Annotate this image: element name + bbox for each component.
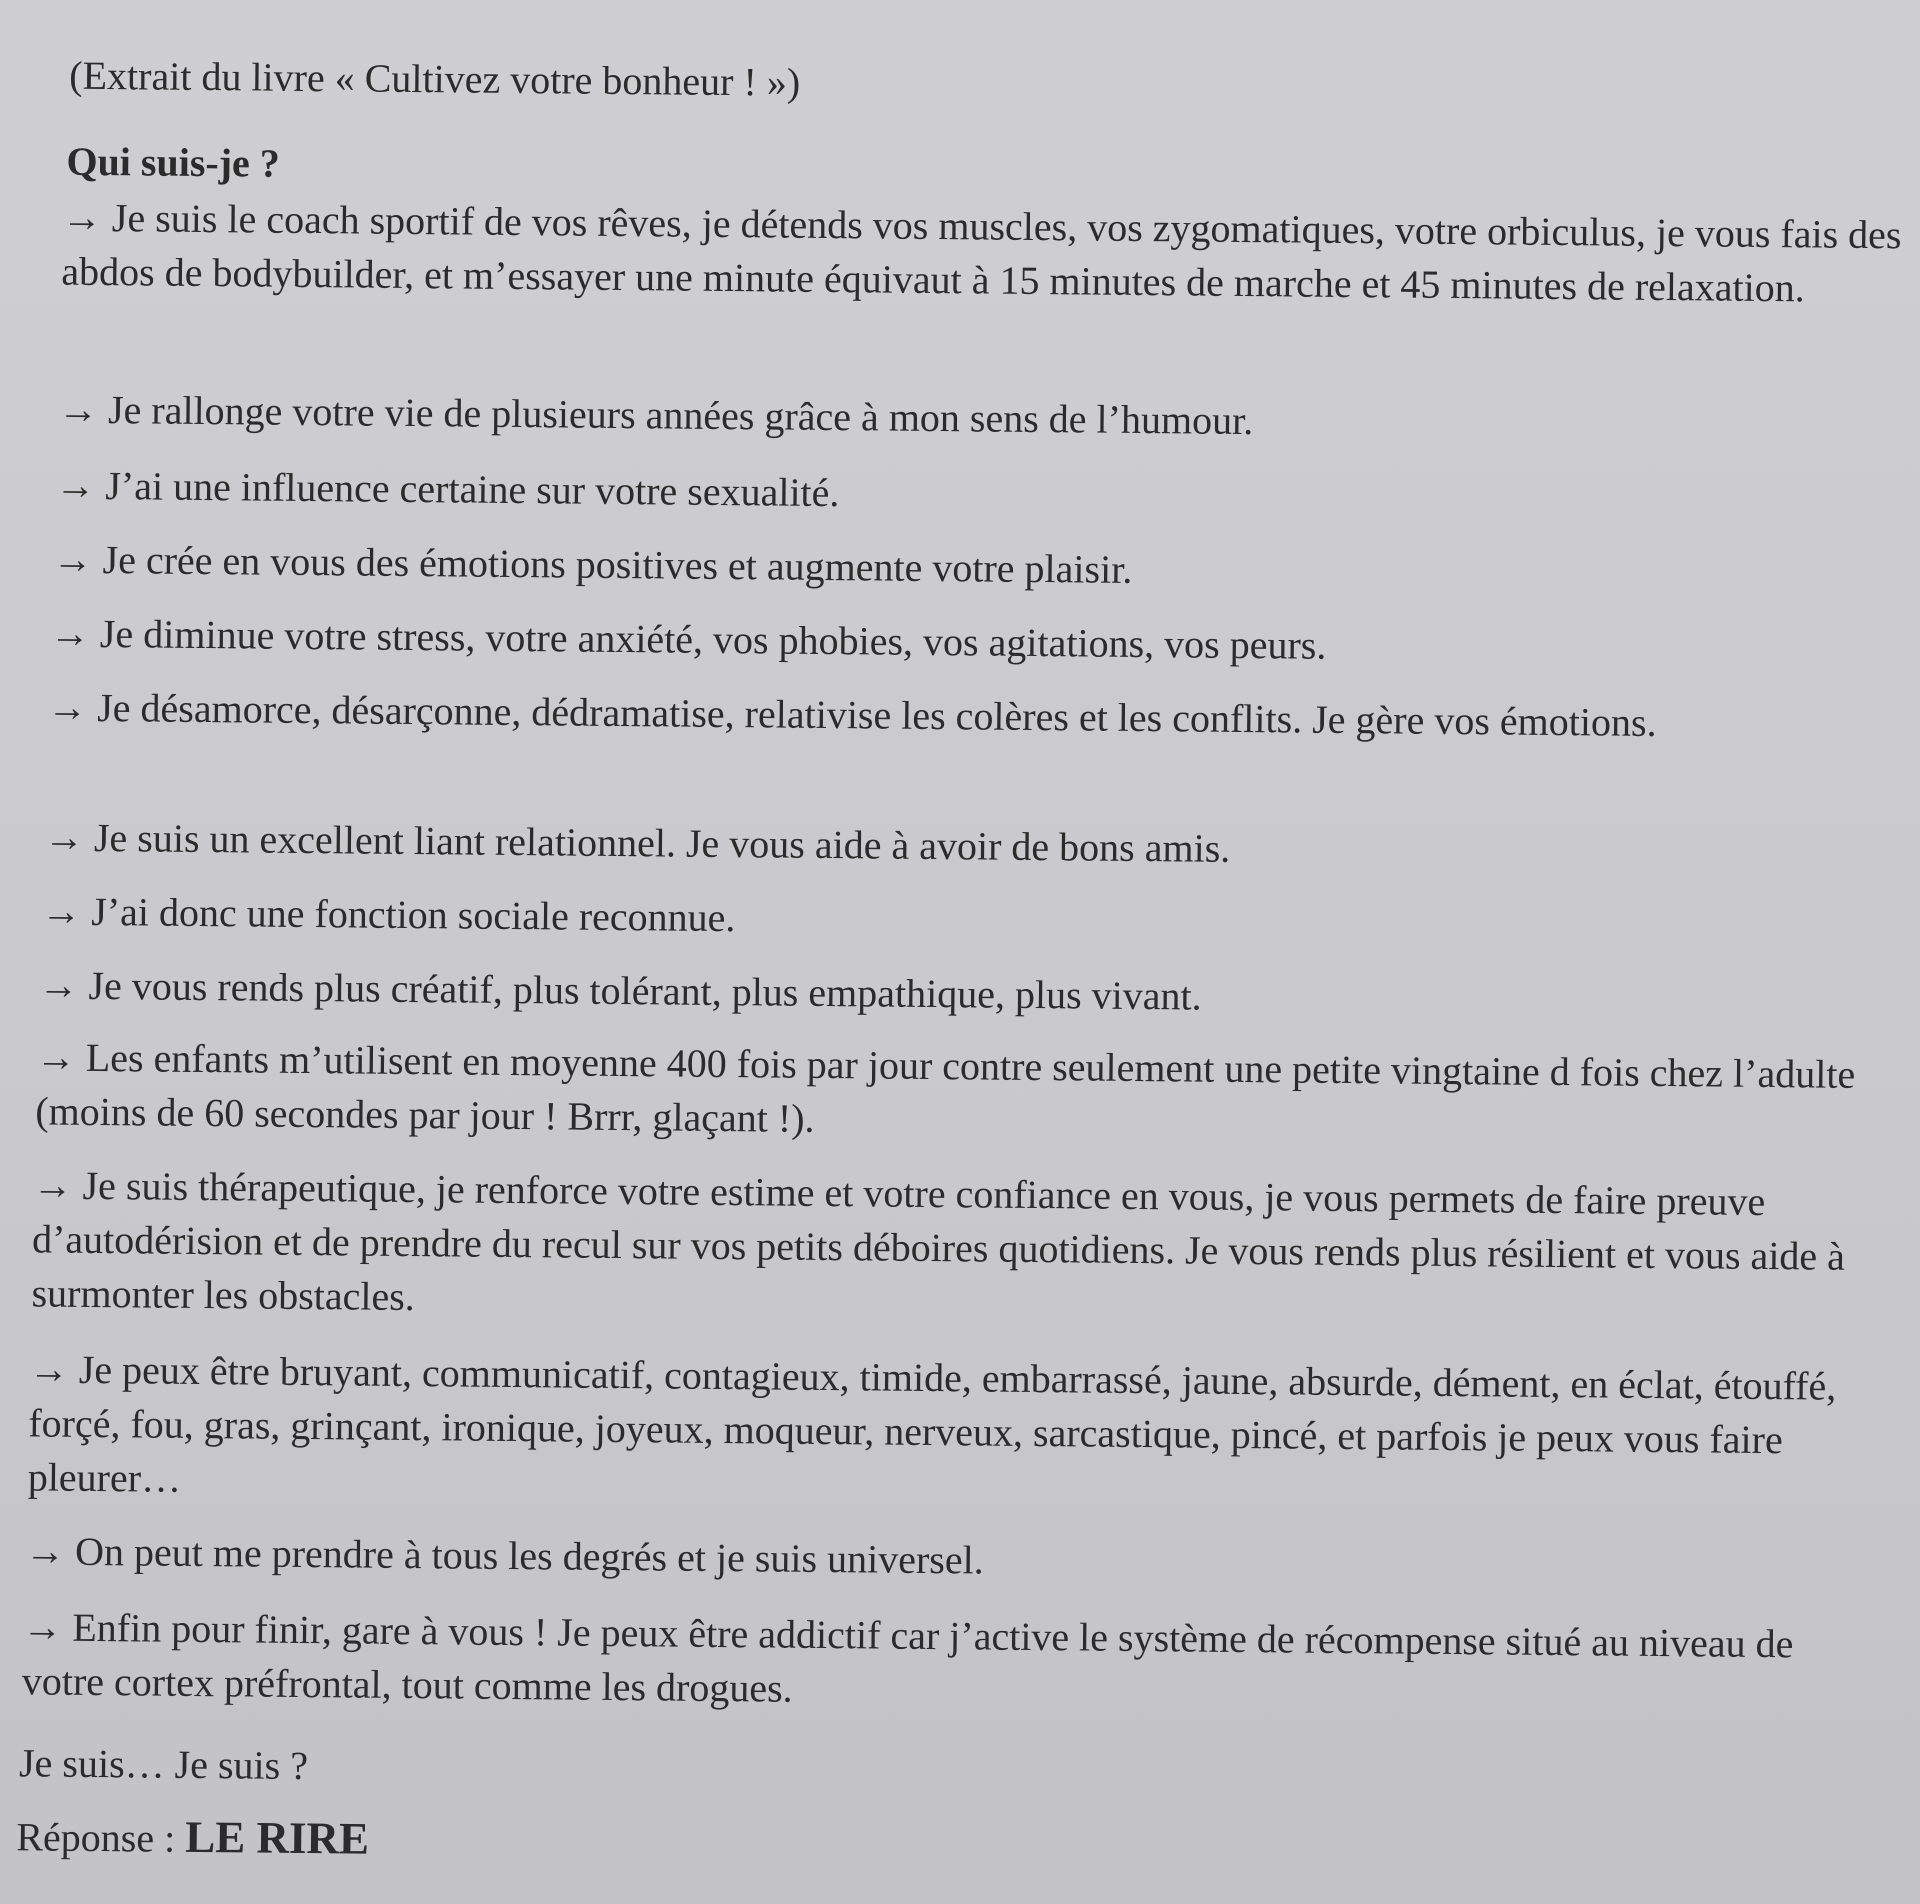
list-item-text: Je vous rends plus créatif, plus tolérant, plus empathique, plus vivant. (88, 962, 1202, 1019)
arrow-icon: → (28, 1346, 70, 1392)
list-item-text: Je rallonge votre vie de plusieurs années grâce à mon sens de l’humour. (107, 387, 1254, 444)
list-item-text: Je désamorce, désarçonne, dédramatise, relativise les colères et les conflits. Je gère vos émotions. (96, 684, 1657, 745)
arrow-icon: → (35, 1034, 77, 1080)
arrow-icon: → (52, 536, 93, 582)
list-item (35, 1030, 1916, 1156)
list-item (55, 459, 1905, 531)
list-item (28, 1342, 1909, 1522)
excerpt-note: (Extrait du livre « Cultivez votre bonheur ! ») (69, 52, 801, 105)
answer-line (16, 1808, 369, 1867)
page-title: Qui suis-je ? (66, 138, 281, 186)
question-line: Je suis… Je suis ? (18, 1740, 309, 1789)
list-item (58, 383, 1908, 455)
list-item (22, 1600, 1873, 1726)
list-item-text: Je suis le coach sportif de vos rêves, je détends vos muscles, vos zygomatiques, votre orbiculus, je vous fais des abdos de bodybuilder, et m’essayer une minute équivaut à 15 minutes de marche et 45 minutes de relaxation. (61, 195, 1912, 311)
list-item (50, 607, 1900, 679)
list-item-text: Enfin pour finir, gare à vous ! Je peux être addictif car j’active le système de récompense situé au niveau de votre cortex préfrontal, tout comme les drogues. (21, 1604, 1804, 1711)
arrow-icon: → (22, 1604, 63, 1650)
list-item-text: J’ai une influence certaine sur votre sexualité. (105, 463, 840, 516)
list-item-text: J’ai donc une fonction sociale reconnue. (91, 888, 736, 941)
arrow-icon: → (57, 386, 99, 432)
list-item-text: Je crée en vous des émotions positives et augmente votre plaisir. (102, 537, 1133, 592)
list-item-text: Je diminue votre stress, votre anxiété, vos phobies, vos agitations, vos peurs. (99, 610, 1327, 668)
list-item-text: Les enfants m’utilisent en moyenne 400 fois par jour contre seulement une petite vingtaine d fois chez l’adulte (moins de 60 secondes par jour ! Brrr, glaçant !). (35, 1034, 1866, 1141)
list-item (41, 884, 1891, 956)
answer-value: LE RIRE (185, 1811, 370, 1864)
arrow-icon: → (55, 462, 96, 508)
arrow-icon: → (49, 610, 91, 656)
list-item (25, 1524, 1875, 1596)
list-item-text: Je peux être bruyant, communicatif, contagieux, timide, embarrassé, jaune, absurde, dément, en éclat, étouffé, forçé, fou, gras, grinçant, ironique, joyeux, moqueur, nerveux, sarcastique, pincé, et parfois je peux vous faire pleurer… (27, 1346, 1847, 1501)
arrow-icon: → (32, 1162, 73, 1208)
list-item (47, 680, 1827, 751)
arrow-icon: → (41, 888, 82, 934)
arrow-icon: → (24, 1528, 66, 1574)
list-item-text: On peut me prendre à tous les degrés et je suis universel. (74, 1528, 984, 1583)
arrow-icon: → (43, 814, 85, 860)
list-item (44, 810, 1894, 882)
arrow-icon: → (38, 962, 79, 1008)
list-item (52, 533, 1902, 605)
arrow-icon: → (46, 684, 88, 730)
arrow-icon: → (61, 194, 103, 240)
list-item (31, 1158, 1912, 1338)
list-item-text: Je suis un excellent liant relationnel. Je vous aide à avoir de bons amis. (93, 814, 1231, 871)
list-item (61, 191, 1912, 317)
list-item (38, 958, 1888, 1030)
list-item-text: Je suis thérapeutique, je renforce votre estime et votre confiance en vous, je vous permets de faire preuve d’autodérision et de prendre du recul sur vos petits déboires quotidiens. Je vous rends plus résilient et vous aide à surmonter les obstacles. (31, 1162, 1856, 1320)
answer-label: Réponse : (16, 1814, 186, 1861)
